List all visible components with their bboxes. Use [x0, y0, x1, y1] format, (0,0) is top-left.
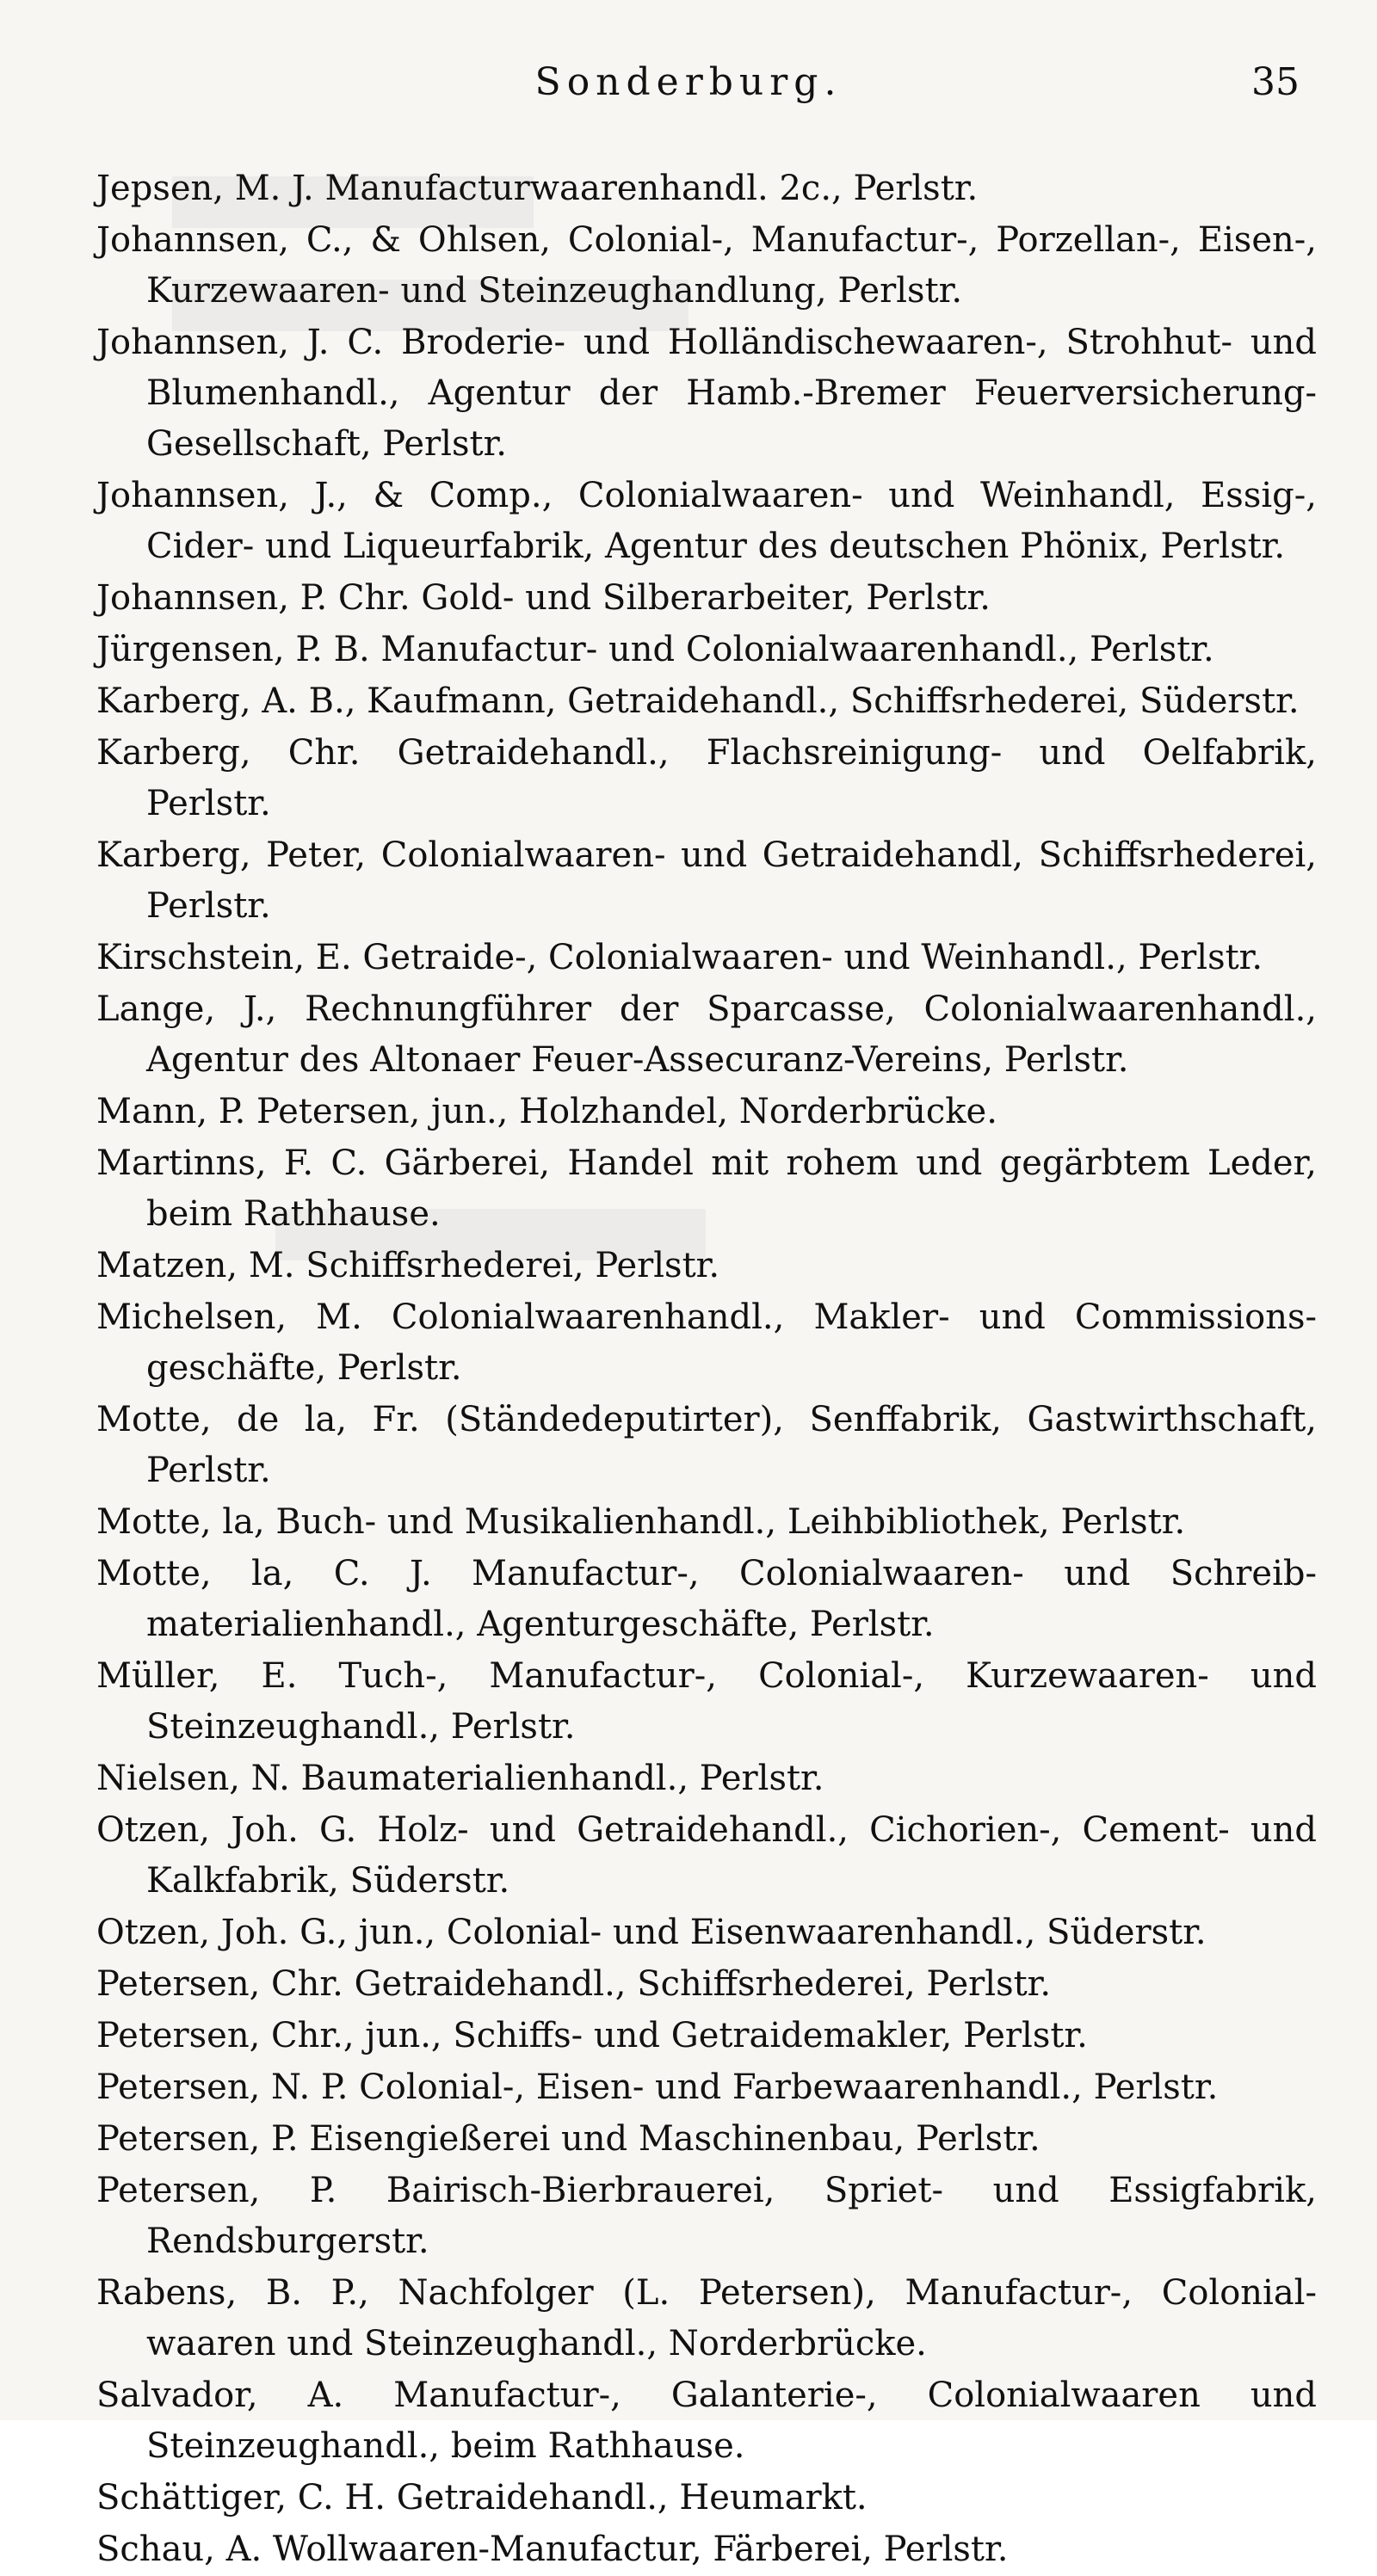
directory-entry: Petersen, Chr. Getraidehandl., Schiffsrhederei, Perlstr. — [96, 1964, 1052, 2004]
directory-entry: Mann, P. Petersen, jun., Holzhandel, Norderbrücke. — [96, 1092, 997, 1131]
directory-entry: Karberg, A. B., Kaufmann, Getraidehandl., Schiffsrhederei, Süderstr. — [96, 681, 1300, 721]
directory-entry: Salvador, A. Manufactur-, Galanterie-, Colonialwaaren und Steinzeughandl., beim Rathhause. — [96, 2376, 1317, 2466]
directory-entry: Martinns, F. C. Gärberei, Handel mit rohem und gegärbtem Leder, beim Rathhause. — [96, 1143, 1317, 1234]
directory-entry: Petersen, P. Bairisch-Bierbrauerei, Spriet- und Essigfabrik, Rendsburgerstr. — [96, 2171, 1317, 2261]
directory-entry: Schättiger, C. H. Getraidehandl., Heumarkt. — [96, 2478, 868, 2517]
page-title: Sonderburg. — [534, 60, 843, 104]
directory-entry: Motte, la, Buch- und Musikalienhandl., Leihbibliothek, Perlstr. — [96, 1502, 1186, 1542]
directory-entry-list — [96, 163, 1317, 2576]
directory-entry: Petersen, N. P. Colonial-, Eisen- und Farbewaarenhandl., Perlstr. — [96, 2068, 1219, 2107]
directory-entry: Lange, J., Rechnungführer der Sparcasse, Colonialwaarenhandl., Agentur des Altonaer Feuer-Assecuranz-Vereins, Perlstr. — [96, 989, 1317, 1080]
directory-entry: Schau, A. Wollwaaren-Manufactur, Färberei, Perlstr. — [96, 2530, 1009, 2569]
directory-entry: Otzen, Joh. G. Holz- und Getraidehandl., Cichorien-, Cement- und Kalkfabrik, Süderstr. — [96, 1810, 1317, 1901]
directory-entry: Michelsen, M. Colonialwaarenhandl., Makler- und Commissions-geschäfte, Perlstr. — [96, 1297, 1317, 1388]
directory-entry: Johannsen, C., & Ohlsen, Colonial-, Manufactur-, Porzellan-, Eisen-, Kurzewaaren- und Steinzeughandlung, Perlstr. — [96, 220, 1317, 311]
directory-entry: Matzen, M. Schiffsrhederei, Perlstr. — [96, 1246, 720, 1285]
directory-entry: Nielsen, N. Baumaterialienhandl., Perlstr. — [96, 1759, 824, 1798]
directory-entry: Johannsen, P. Chr. Gold- und Silberarbeiter, Perlstr. — [96, 578, 991, 618]
directory-entry: Johannsen, J., & Comp., Colonialwaaren- und Weinhandl, Essig-, Cider- und Liqueurfabrik, Agentur des deutschen Phönix, Perlstr. — [96, 476, 1317, 566]
directory-entry: Motte, de la, Fr. (Ständedeputirter), Senffabrik, Gastwirthschaft, Perlstr. — [96, 1400, 1317, 1490]
directory-entry: Müller, E. Tuch-, Manufactur-, Colonial-, Kurzewaaren- und Steinzeughandl., Perlstr. — [96, 1656, 1317, 1747]
directory-entry: Petersen, Chr., jun., Schiffs- und Getraidemakler, Perlstr. — [96, 2016, 1088, 2055]
page-number: 35 — [1251, 60, 1300, 104]
directory-entry: Otzen, Joh. G., jun., Colonial- und Eisenwaarenhandl., Süderstr. — [96, 1913, 1207, 1952]
directory-entry: Rabens, B. P., Nachfolger (L. Petersen), Manufactur-, Colonial-waaren und Steinzeughandl., Norderbrücke. — [96, 2273, 1317, 2363]
directory-entry: Johannsen, J. C. Broderie- und Holländischewaaren-, Strohhut- und Blumenhandl., Agentur der Hamb.-Bremer Feuerversicherung-Gesellschaft, Perlstr. — [96, 323, 1317, 464]
directory-entry: Kirschstein, E. Getraide-, Colonialwaaren- und Weinhandl., Perlstr. — [96, 938, 1263, 977]
directory-entry: Jürgensen, P. B. Manufactur- und Colonialwaarenhandl., Perlstr. — [96, 630, 1214, 669]
directory-entry: Jepsen, M. J. Manufacturwaarenhandl. 2c., Perlstr. — [96, 169, 979, 208]
directory-entry: Karberg, Peter, Colonialwaaren- und Getraidehandl, Schiffsrhederei, Perlstr. — [96, 835, 1317, 926]
directory-entry: Motte, la, C. J. Manufactur-, Colonialwaaren- und Schreib-materialienhandl., Agenturgeschäfte, Perlstr. — [96, 1554, 1317, 1644]
running-header — [77, 60, 1300, 120]
directory-entry: Karberg, Chr. Getraidehandl., Flachsreinigung- und Oelfabrik, Perlstr. — [96, 733, 1317, 823]
directory-entry: Petersen, P. Eisengießerei und Maschinenbau, Perlstr. — [96, 2119, 1040, 2159]
